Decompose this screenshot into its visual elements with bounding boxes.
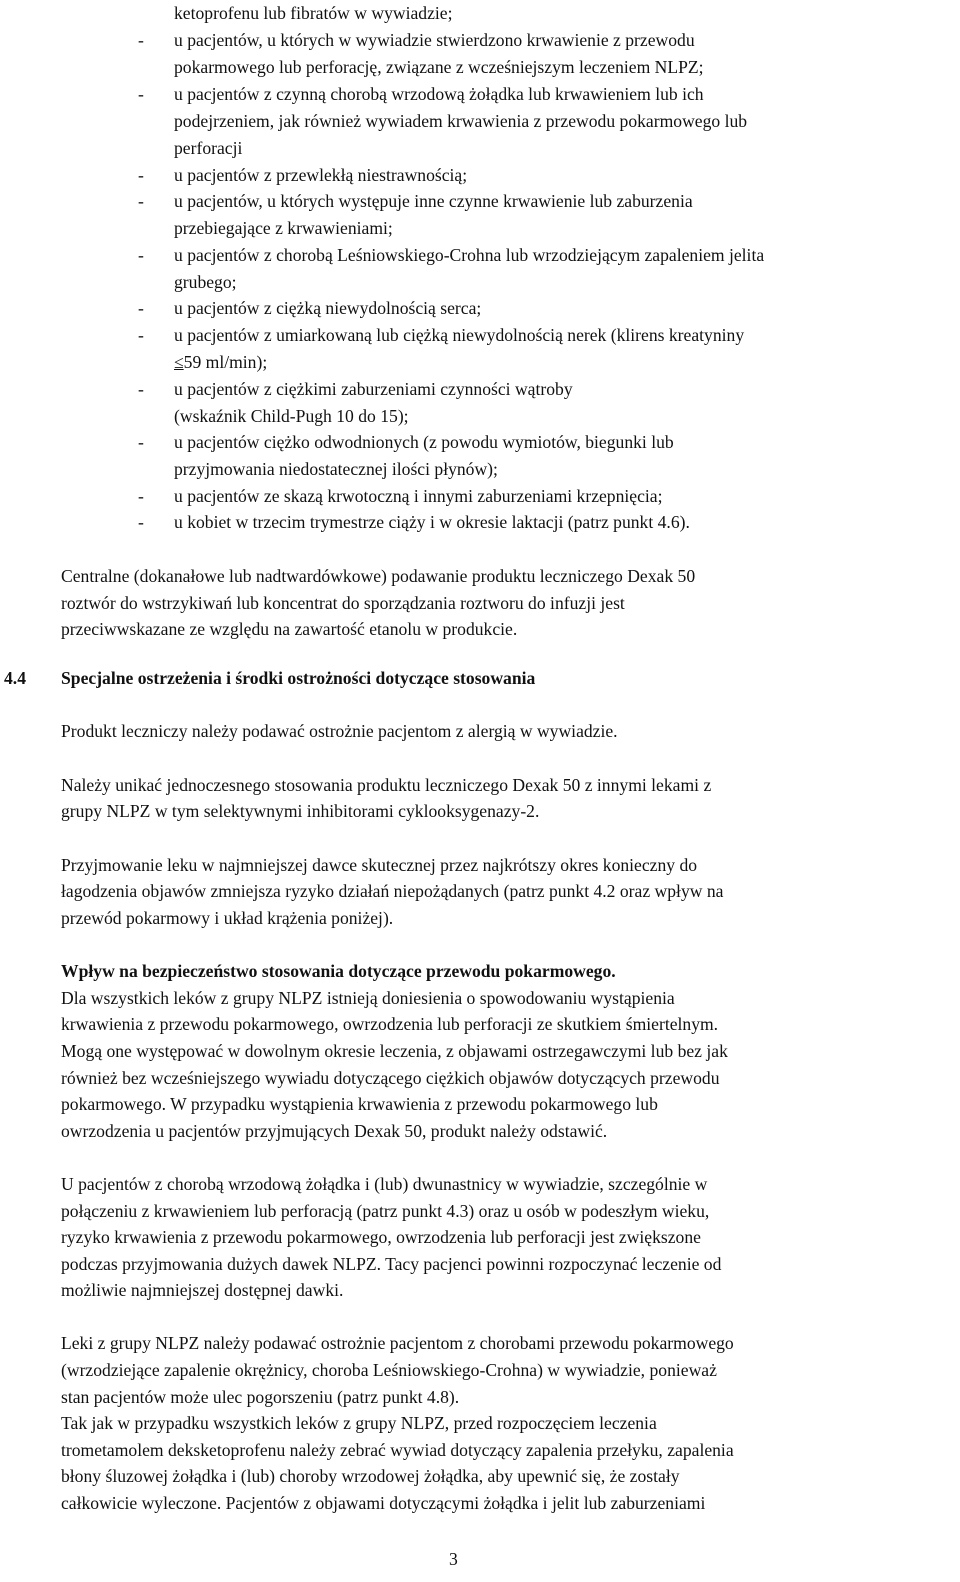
paragraph-line: przewód pokarmowy i układ krążenia poniżej). [61, 908, 394, 928]
paragraph-line: U pacjentów z chorobą wrzodową żołądka i (lub) dwunastnicy w wywiadzie, szczególnie w [61, 1174, 708, 1194]
paragraph-line: Przyjmowanie leku w najmniejszej dawce skutecznej przez najkrótszy okres konieczny do [61, 855, 698, 875]
list-dash: - [138, 325, 144, 345]
paragraph-line: stan pacjentów może ulec pogorszeniu (patrz punkt 4.8). [61, 1387, 460, 1407]
allergy-paragraph: Produkt leczniczy należy podawać ostrożnie pacjentom z alergią w wywiadzie. [61, 721, 618, 741]
list-item-line: u kobiet w trzecim trymestrze ciąży i w okresie laktacji (patrz punkt 4.6). [174, 512, 690, 532]
list-item-line: ketoprofenu lub fibratów w wywiadzie; [174, 3, 453, 23]
list-item-line: u pacjentów z umiarkowaną lub ciężką niewydolnością nerek (klirens kreatyniny [174, 325, 745, 345]
section-number: 4.4 [4, 668, 26, 688]
paragraph-line: owrzodzenia u pacjentów przyjmujących Dexak 50, produkt należy odstawić. [61, 1121, 608, 1141]
list-dash: - [138, 486, 144, 506]
paragraph-line: podczas przyjmowania dużych dawek NLPZ. Tacy pacjenci powinni rozpoczynać leczenie od [61, 1254, 722, 1274]
list-item-line: u pacjentów z przewlekłą niestrawnością; [174, 165, 468, 185]
list-item-text: 59 ml/min); [183, 352, 268, 372]
paragraph-line: Mogą one występować w dowolnym okresie leczenia, z objawami ostrzegawczymi lub bez jak [61, 1041, 728, 1061]
list-item-line: grubego; [174, 272, 237, 292]
list-dash: - [138, 245, 144, 265]
list-item-line: podejrzeniem, jak również wywiadem krwawienia z przewodu pokarmowego lub [174, 111, 748, 131]
paragraph-line: trometamolem deksketoprofenu należy zebrać wywiad dotyczący zapalenia przełyku, zapalenia [61, 1440, 734, 1460]
paragraph-line: błony śluzowej żołądka i (lub) choroby wrzodowej żołądka, aby upewnić się, że zostały [61, 1466, 680, 1486]
list-item-line: u pacjentów ze skazą krwotoczną i innymi zaburzeniami krzepnięcia; [174, 486, 663, 506]
paragraph-line: (wrzodziejące zapalenie okrężnicy, choroba Leśniowskiego-Crohna) w wywiadzie, ponieważ [61, 1360, 717, 1380]
paragraph-line: całkowicie wyleczone. Pacjentów z objawami dotyczącymi żołądka i jelit lub zaburzeniami [61, 1493, 706, 1513]
list-item-line: pokarmowego lub perforację, związane z wcześniejszym leczeniem NLPZ; [174, 57, 704, 77]
paragraph-line: Centralne (dokanałowe lub nadtwardówkowe) podawanie produktu leczniczego Dexak 50 [61, 566, 696, 586]
list-item-line: perforacji [174, 138, 243, 158]
paragraph-line: łagodzenia objawów zmniejsza ryzyko działań niepożądanych (patrz punkt 4.2 oraz wpływ na [61, 881, 724, 901]
page-number: 3 [449, 1549, 458, 1569]
paragraph-line: pokarmowego. W przypadku wystąpienia krwawienia z przewodu pokarmowego lub [61, 1094, 658, 1114]
list-item-line [174, 350, 267, 374]
paragraph-line: Dla wszystkich leków z grupy NLPZ istnieją doniesienia o spowodowaniu wystąpienia [61, 988, 675, 1008]
list-item-line: u pacjentów z ciężką niewydolnością serca; [174, 298, 482, 318]
paragraph-line: grupy NLPZ w tym selektywnymi inhibitorami cyklooksygenazy-2. [61, 801, 540, 821]
list-item-line: przyjmowania niedostatecznej ilości płynów); [174, 459, 498, 479]
list-item-line: przebiegające z krwawieniami; [174, 218, 393, 238]
list-dash: - [138, 432, 144, 452]
list-dash: - [138, 379, 144, 399]
paragraph-line: ryzyko krwawienia z przewodu pokarmowego, owrzodzenia lub perforacji jest zwiększone [61, 1227, 701, 1247]
paragraph-line: krwawienia z przewodu pokarmowego, owrzodzenia lub perforacji ze skutkiem śmiertelnym. [61, 1014, 719, 1034]
list-dash: - [138, 165, 144, 185]
paragraph-line: Leki z grupy NLPZ należy podawać ostrożnie pacjentom z chorobami przewodu pokarmowego [61, 1333, 734, 1353]
list-dash: - [138, 84, 144, 104]
list-item-line: (wskaźnik Child-Pugh 10 do 15); [174, 406, 409, 426]
paragraph-line: przeciwwskazane ze względu na zawartość etanolu w produkcie. [61, 619, 518, 639]
list-item-line: u pacjentów z ciężkimi zaburzeniami czynności wątroby [174, 379, 573, 399]
list-item-line: u pacjentów z czynną chorobą wrzodową żołądka lub krwawieniem lub ich [174, 84, 704, 104]
list-dash: - [138, 30, 144, 50]
paragraph-line: Należy unikać jednoczesnego stosowania produktu leczniczego Dexak 50 z innymi lekami z [61, 775, 712, 795]
list-item-line: u pacjentów, u których w wywiadzie stwierdzono krwawienie z przewodu [174, 30, 695, 50]
list-item-line: u pacjentów ciężko odwodnionych (z powodu wymiotów, biegunki lub [174, 432, 674, 452]
paragraph-line: możliwie najmniejszej dostępnej dawki. [61, 1280, 344, 1300]
gi-safety-heading: Wpływ na bezpieczeństwo stosowania dotyczące przewodu pokarmowego. [61, 961, 616, 981]
list-item-line: u pacjentów z chorobą Leśniowskiego-Crohna lub wrzodziejącym zapaleniem jelita [174, 245, 765, 265]
paragraph-line: Tak jak w przypadku wszystkich leków z grupy NLPZ, przed rozpoczęciem leczenia [61, 1413, 657, 1433]
paragraph-line: połączeniu z krwawieniem lub perforacją (patrz punkt 4.3) oraz u osób w podeszłym wieku, [61, 1201, 710, 1221]
list-dash: - [138, 191, 144, 211]
paragraph-line: również bez wcześniejszego wywiadu dotyczącego ciężkich objawów dotyczących przewodu [61, 1068, 720, 1088]
less-equal-symbol: ≤ [174, 352, 184, 372]
section-title: Specjalne ostrzeżenia i środki ostrożności dotyczące stosowania [61, 668, 536, 688]
list-item-line: u pacjentów, u których występuje inne czynne krwawienie lub zaburzenia [174, 191, 693, 211]
list-dash: - [138, 512, 144, 532]
paragraph-line: roztwór do wstrzykiwań lub koncentrat do sporządzania roztworu do infuzji jest [61, 593, 625, 613]
list-dash: - [138, 298, 144, 318]
